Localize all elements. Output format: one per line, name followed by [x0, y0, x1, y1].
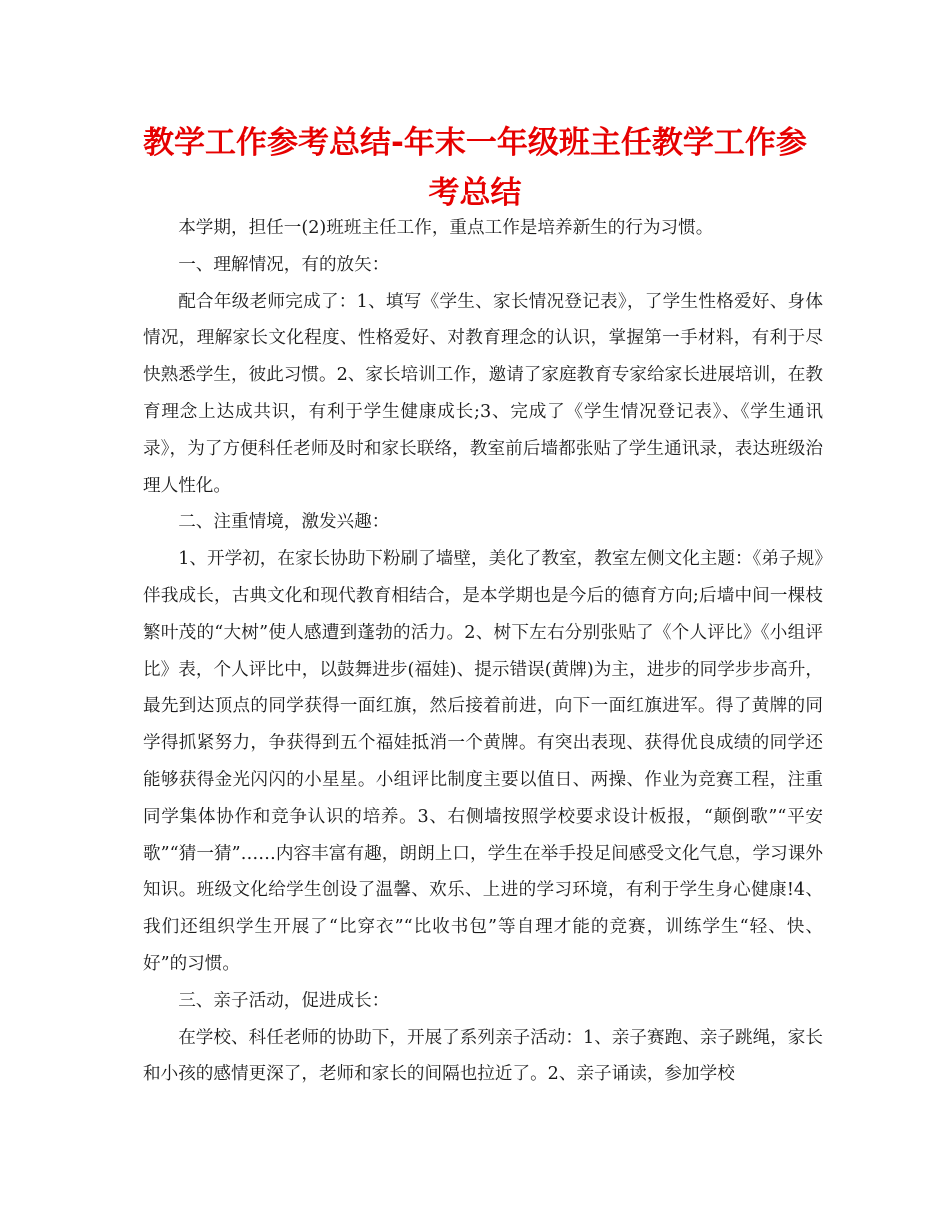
section-heading-2: 二、注重情境，激发兴趣：: [178, 512, 390, 533]
document-body: [143, 210, 823, 1093]
paragraph-section-3: 在学校、科任老师的协助下，开展了系列亲子活动：1、亲子赛跑、亲子跳绳，家长和小孩的感情更深了，老师和家长的间隔也拉近了。2、亲子诵读，参加学校: [143, 1027, 823, 1085]
paragraph-section-2: 1、开学初，在家长协助下粉刷了墙壁，美化了教室，教室左侧文化主题：《弟子规》伴我成长，古典文化和现代教育相结合，是本学期也是今后的德育方向;后墙中间一棵枝繁叶茂的“大树”使人感遭到蓬勃的活力。2、树下左右分别张贴了《个人评比》《小组评比》表，个人评比中，以鼓舞进步(福娃)、提示错误(黄牌)为主，进步的同学步步高升，最先到达顶点的同学获得一面红旗，然后接着前进，向下一面红旗进军。得了黄牌的同学得抓紧努力，争获得到五个福娃抵消一个黄牌。有突出表现、获得优良成绩的同学还能够获得金光闪闪的小星星。小组评比制度主要以值日、两操、作业为竞赛工程，注重同学集体协作和竞争认识的培养。3、右侧墙按照学校要求设计板报，“颠倒歌”“平安歌”“猜一猜”……内容丰富有趣，朗朗上口，学生在举手投足间感受文化气息，学习课外知识。班级文化给学生创设了温馨、欢乐、上进的学习环境，有利于学生身心健康!4、我们还组织学生开展了“比穿衣”“比收书包”等自理才能的竞赛，训练学生“轻、快、好”的习惯。: [143, 549, 823, 974]
section-heading-1: 一、理解情况，有的放矢：: [178, 254, 390, 275]
section-heading-3: 三、亲子活动，促进成长：: [178, 990, 390, 1011]
paragraph-intro: 本学期，担任一(2)班班主任工作，重点工作是培养新生的行为习惯。: [178, 218, 714, 238]
document-title: 教学工作参考总结-年末一年级班主任教学工作参考总结: [143, 125, 807, 211]
paragraph-section-1: 配合年级老师完成了：1、填写《学生、家长情况登记表》，了学生性格爱好、身体情况，理解家长文化程度、性格爱好、对教育理念的认识，掌握第一手材料，有利于尽快熟悉学生，彼此习惯。2、家长培训工作，邀请了家庭教育专家给家长进展培训，在教育理念上达成共识，有利于学生健康成长;3、完成了《学生情况登记表》、《学生通讯录》，为了方便科任老师及时和家长联络，教室前后墙都张贴了学生通讯录，表达班级治理人性化。: [143, 291, 823, 496]
